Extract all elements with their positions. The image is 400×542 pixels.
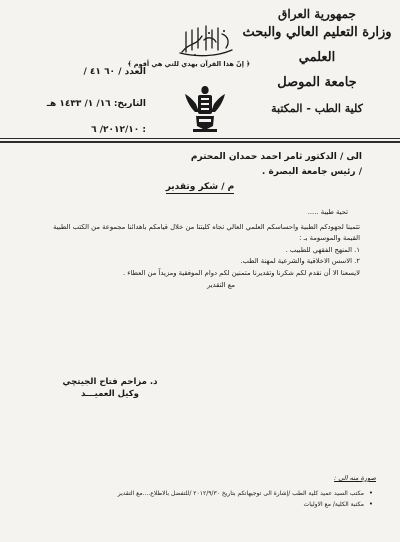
copies-list [118,488,376,510]
body-paragraph: تثمينا لجهودكم الطبية واحساسكم العلمي العالي تجاه كليتنا من خلال قيامكم باهدائنا مجموعة من الكتب الطبية القيمة والموسومة بـ : [53,222,360,242]
reference-block [6,64,146,148]
quran-verse: ﴿ إنّ هذا القرآن يهدي للتي هي أقوم ﴾ [127,60,250,68]
letter-body [38,207,374,292]
reference-number [6,64,146,80]
closing-paragraph: لايسعنا الا أن نقدم لكم شكرنا وتقديرنا متمنين لكم دوام الموفقية ومزيداً من العطاء . [122,268,360,277]
number-label: العدد / [118,67,146,77]
book-item-1: ١. المنهج الفقهي للطبيب . [285,245,360,254]
addressee [191,150,362,180]
header-divider-thin [0,138,400,139]
closing-salutation: مع التقدير [206,281,236,289]
date-hijri-value: ١٦/ ١/ ١٤٣٣ هـ [46,99,111,109]
copies-block [118,473,376,510]
subject-text: م / شكر وتقدير [165,182,235,192]
letterhead-line-country: جمهورية العراق [278,7,356,21]
reference-date-gregorian [6,122,146,138]
signatory-title: وكيل العميـــد [81,389,139,399]
letterhead-line-university: جامعة الموصل [277,75,357,90]
letterhead-line-college: كلية الطب - المكتبة [271,102,363,115]
basmala-calligraphy-icon [176,22,236,60]
addressee-line-position: / رئيس جامعة البصرة . [261,167,362,177]
addressee-line-name: الى / الدكتور ثامر احمد حمدان المحترم [190,152,362,162]
greeting: تحية طيبة ..... [307,208,348,216]
copies-title: صورة منه الى : [334,474,376,482]
copy-item-library: • مكتبة الكلية/ مع الاوليات [118,499,364,510]
reference-date-hijri [6,96,146,112]
iraq-eagle-emblem-icon [183,82,227,134]
subject-line [0,182,400,192]
letterhead-line-ministry: وزارة التعليم العالي والبحث [242,25,392,40]
letterhead-right [242,6,392,114]
copy-item-dean-office: • مكتب السيد عميد كلية الطب /إشارة الى توجيهاتكم بتاريخ ٢٠١٢/٩/٣٠ /للتفضل بالاطلاع....مع التقدير [118,488,364,499]
book-item-2: ٢. الاسس الاخلاقية والشرعية لمهنة الطب. [240,257,360,265]
number-value: ٦٠ ٤١ / [83,67,116,77]
date-label: التاريخ: [113,99,146,109]
signatory-name: د. مزاحم فتاح الجيتچي [62,377,158,387]
date-gregorian-value: : ٢٠١٢/١٠/ ٦ [91,125,146,135]
signature-block [50,376,170,400]
header-divider-thick [0,141,400,143]
letterhead-line-ministry-cont: العلمي [298,50,336,65]
